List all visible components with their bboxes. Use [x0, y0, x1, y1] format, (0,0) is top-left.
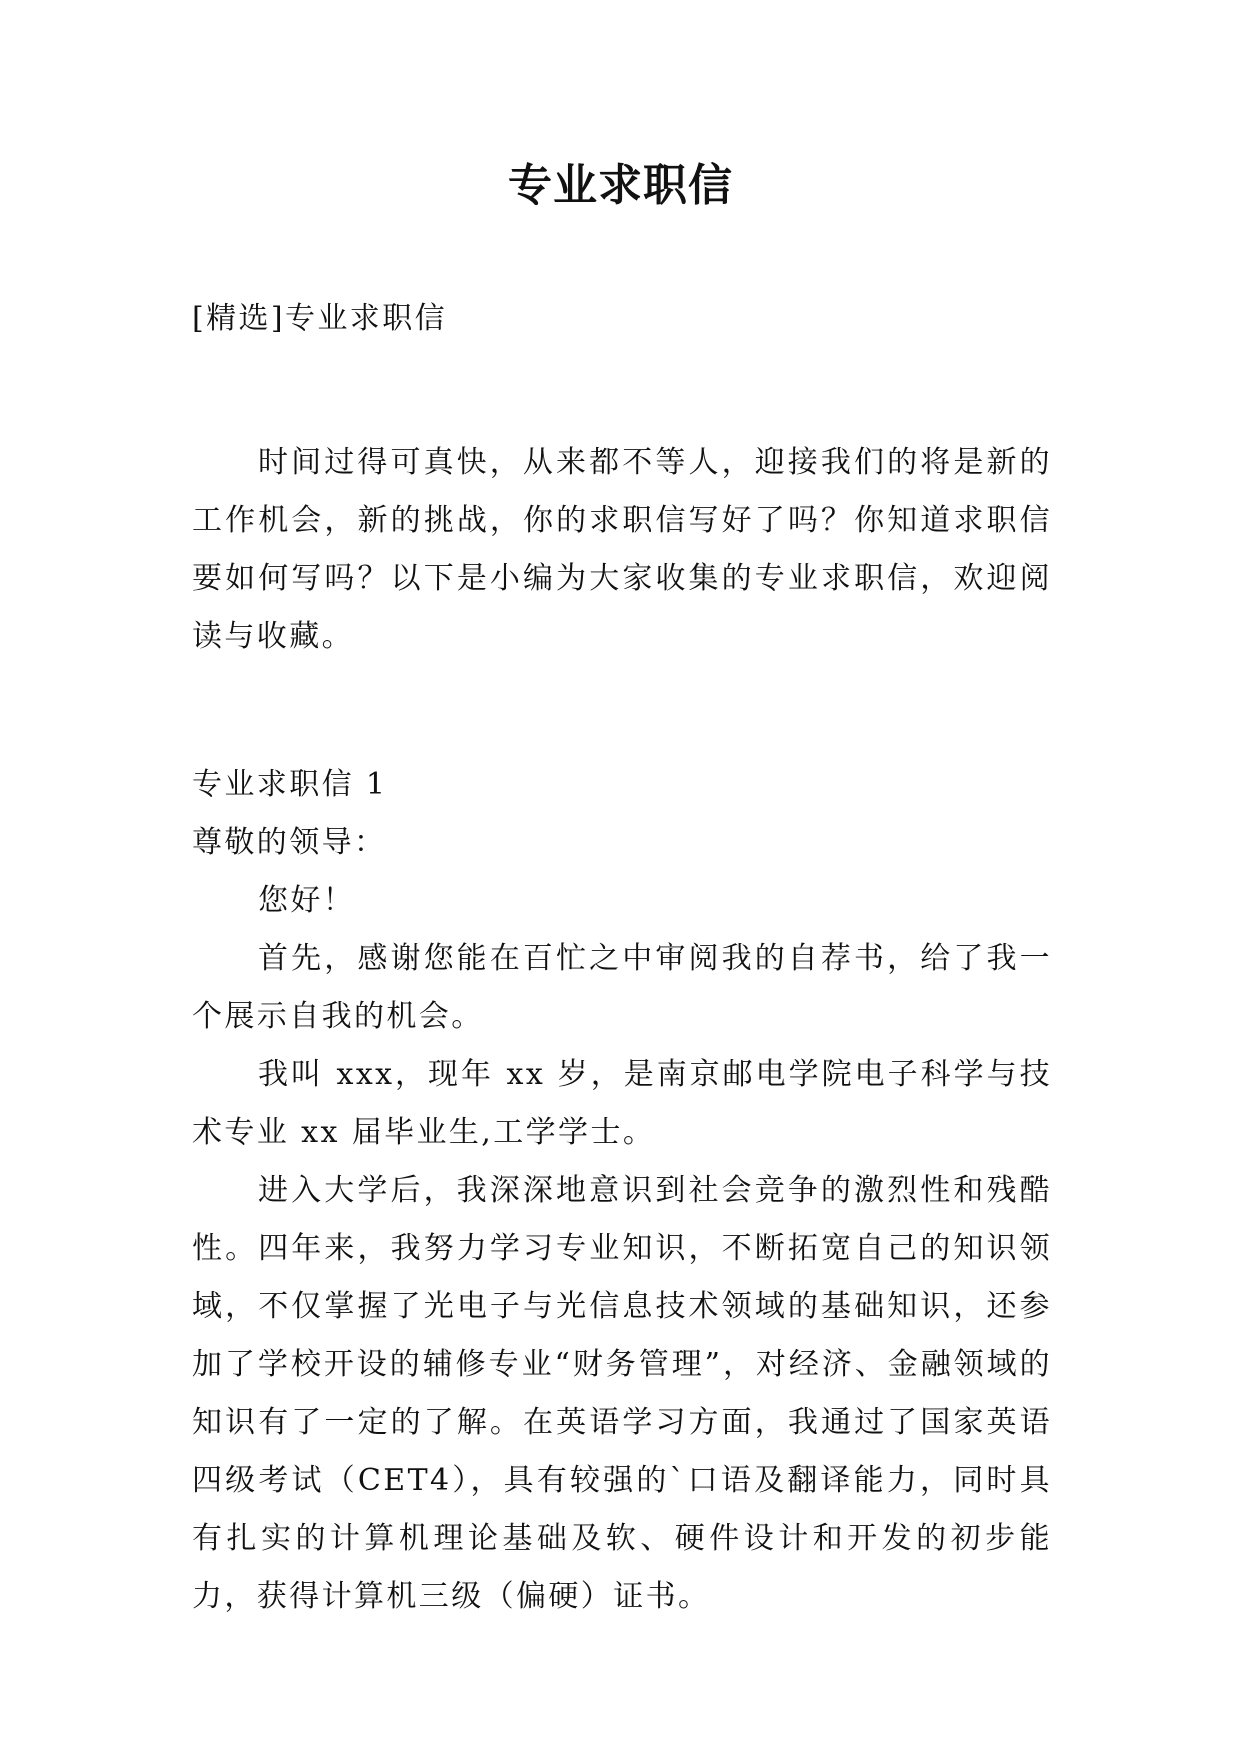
letter-heading: 专业求职信 1: [192, 767, 388, 802]
salutation: 尊敬的领导：: [192, 825, 387, 860]
intro-paragraph: 时间过得可真快，从来都不等人，迎接我们的将是新的工作机会，新的挑战，你的求职信写好了吗？你知道求职信要如何写吗？以下是小编为大家收集的专业求职信，欢迎阅读与收藏。: [192, 445, 1052, 654]
document-title: 专业求职信: [508, 160, 733, 211]
greeting: 您好！: [258, 883, 356, 918]
document-body: [192, 290, 1052, 1626]
body-paragraph-2: 我叫 xxx，现年 xx 岁，是南京邮电学院电子科学与技术专业 xx 届毕业生,工学学士。: [192, 1057, 1052, 1150]
body-paragraph-3: 进入大学后，我深深地意识到社会竞争的激烈性和残酷性。四年来，我努力学习专业知识，不断拓宽自己的知识领域，不仅掌握了光电子与光信息技术领域的基础知识，还参加了学校开设的辅修专业“财务管理”，对经济、金融领域的知识有了一定的了解。在英语学习方面，我通过了国家英语四级考试（CET4），具有较强的`口语及翻译能力，同时具有扎实的计算机理论基础及软、硬件设计和开发的初步能力，获得计算机三级（偏硬）证书。: [192, 1173, 1052, 1614]
body-paragraph-1: 首先，感谢您能在百忙之中审阅我的自荐书，给了我一个展示自我的机会。: [192, 941, 1052, 1034]
document-subtitle: [精选]专业求职信: [192, 301, 448, 336]
